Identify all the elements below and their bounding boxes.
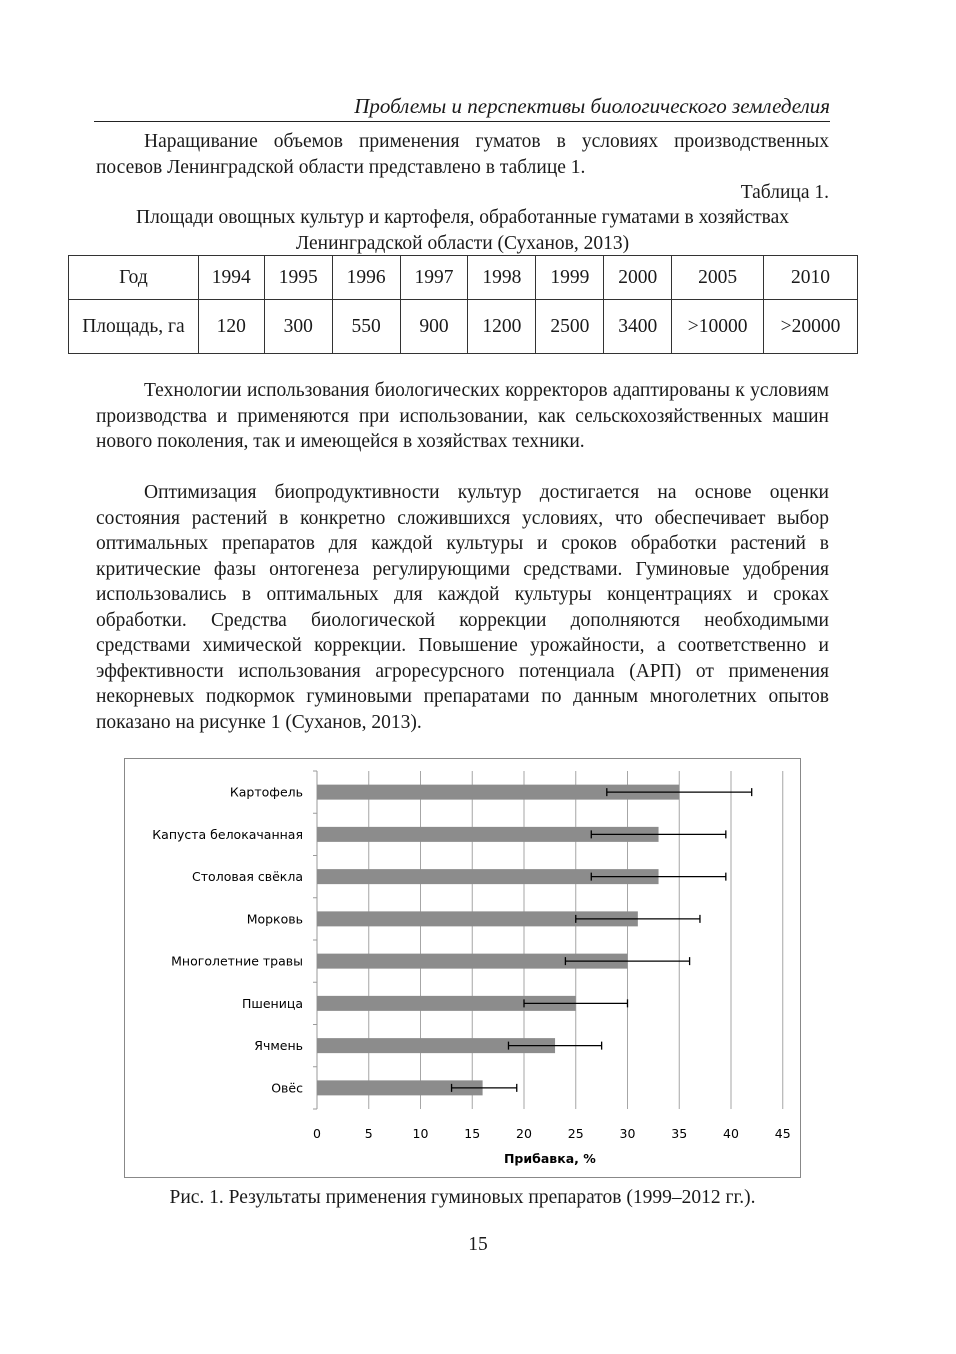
- table-title: Площади овощных культур и картофеля, обработанные гуматами в хозяйствах Ленинградской области (Суханов, 2013): [135, 207, 790, 254]
- table-cell-area: 550: [332, 300, 400, 354]
- table-cell-year: 1998: [468, 256, 536, 300]
- figure-caption: Рис. 1. Результаты применения гуминовых препаратов (1999–2012 гг.).: [169, 1187, 756, 1208]
- table-cell-year: 1995: [264, 256, 332, 300]
- x-tick-label: 10: [412, 1126, 429, 1141]
- table-row-areas: [69, 300, 858, 354]
- category-label: Многолетние травы: [171, 953, 303, 969]
- category-label: Ячмень: [254, 1038, 303, 1054]
- table-cell-area: >20000: [764, 300, 858, 354]
- table-cell-year: 1997: [400, 256, 468, 300]
- table-cell-year: 1994: [198, 256, 264, 300]
- table-cell-year: 2005: [672, 256, 764, 300]
- table-cell-year: 2000: [604, 256, 672, 300]
- x-tick-label: 40: [723, 1126, 739, 1141]
- category-label: Овёс: [271, 1080, 303, 1096]
- paragraph-optimization: Оптимизация биопродуктивности культур достигается на основе оценки состояния растений в конкретно сложившихся условиях, что обеспечивает выбор оптимальных препаратов для каждой культуры и сроков обработки растений в критические фазы онтогенеза регулирующими средствами. Гуминовые удобрения использовались в оптимальных для каждой культуры концентрациях и сроках обработки. Средства биологической коррекции дополняются необходимыми средствами химической коррекции. Повышение урожайности, а соответственно и эффективности использования агроресурсного потенциала (АРП) от применения некорневых подкормок гуминовыми препаратами по данным многолетних опытов показано на рисунке 1 (Суханов, 2013).: [96, 482, 829, 733]
- paragraph-technologies: Технологии использования биологических корректоров адаптированы к условиям производства и применяются при использовании, как сельскохозяйственных машин нового поколения, так и имеющейся в хозяйствах техники.: [96, 380, 829, 452]
- x-tick-label: 30: [619, 1126, 636, 1141]
- running-head: [94, 92, 830, 122]
- areas-table: [68, 255, 858, 354]
- category-label: Пшеница: [242, 995, 303, 1011]
- table-cell-area: 3400: [604, 300, 672, 354]
- x-tick-label: 15: [464, 1126, 481, 1141]
- x-tick-label: 25: [567, 1126, 584, 1141]
- paragraph-intro: Наращивание объемов применения гуматов в условиях производственных посевов Ленинградской области представлено в таблице 1.: [96, 131, 829, 178]
- bar-chart: [125, 759, 802, 1179]
- category-label: Морковь: [246, 911, 303, 927]
- x-tick-label: 35: [671, 1126, 688, 1141]
- table-cell-year: 2010: [764, 256, 858, 300]
- table-cell-year: 1999: [536, 256, 604, 300]
- table-row-years: [69, 256, 858, 300]
- category-label: Капуста белокачанная: [152, 826, 303, 842]
- page-number: 15: [468, 1234, 488, 1255]
- table-cell-area: >10000: [672, 300, 764, 354]
- x-tick-label: 45: [774, 1126, 791, 1141]
- x-tick-label: 0: [313, 1126, 321, 1141]
- table-cell-area: 900: [400, 300, 468, 354]
- table-row-header-area: Площадь, га: [69, 300, 199, 354]
- table-row-header-year: Год: [69, 256, 199, 300]
- table-cell-area: 120: [198, 300, 264, 354]
- x-tick-label: 5: [364, 1126, 373, 1141]
- table-cell-area: 2500: [536, 300, 604, 354]
- x-tick-label: 20: [516, 1126, 532, 1141]
- table-label: Таблица 1.: [740, 182, 829, 203]
- x-axis-label: Прибавка, %: [503, 1151, 596, 1166]
- category-label: Столовая свёкла: [192, 869, 303, 885]
- table-cell-year: 1996: [332, 256, 400, 300]
- table-cell-area: 300: [264, 300, 332, 354]
- figure-frame: [124, 758, 801, 1178]
- category-label: Картофель: [229, 784, 303, 800]
- running-title: Проблемы и перспективы биологического земледелия: [354, 94, 830, 118]
- table-cell-area: 1200: [468, 300, 536, 354]
